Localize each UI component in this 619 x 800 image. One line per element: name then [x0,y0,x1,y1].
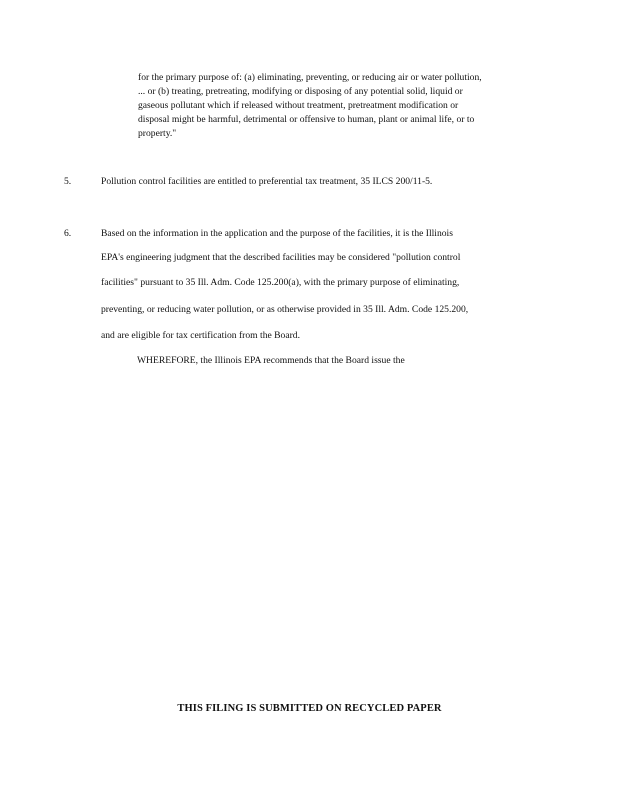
paragraph-6-line: EPA's engineering judgment that the described facilities may be considered "pollution control [101,252,461,263]
recycled-paper-footer: THIS FILING IS SUBMITTED ON RECYCLED PAPER [177,703,442,714]
paragraph-6-line: preventing, or reducing water pollution, or as otherwise provided in 35 Ill. Adm. Code 125.200, [101,304,469,315]
quote-line: property." [138,128,177,139]
paragraph-6-number: 6. [64,228,72,239]
quote-line: gaseous pollutant which if released without treatment, pretreatment modification or [138,100,459,111]
paragraph-5-text: Pollution control facilities are entitled to preferential tax treatment, 35 ILCS 200/11-5. [101,176,433,187]
paragraph-6-line: Based on the information in the application and the purpose of the facilities, it is the Illinois [101,228,453,239]
paragraph-5-number: 5. [64,176,72,187]
block-quote [138,71,538,141]
paragraph-6-line: and are eligible for tax certification from the Board. [101,330,300,341]
paragraph-6-line: facilities" pursuant to 35 Ill. Adm. Code 125.200(a), with the primary purpose of eliminating, [101,277,460,288]
quote-line: disposal might be harmful, detrimental or offensive to human, plant or animal life, or to [138,114,475,125]
quote-line: for the primary purpose of: (a) eliminating, preventing, or reducing air or water pollution, [138,72,482,83]
wherefore-clause: WHEREFORE, the Illinois EPA recommends that the Board issue the [137,355,405,366]
quote-line: ... or (b) treating, pretreating, modifying or disposing of any potential solid, liquid or [138,86,463,97]
